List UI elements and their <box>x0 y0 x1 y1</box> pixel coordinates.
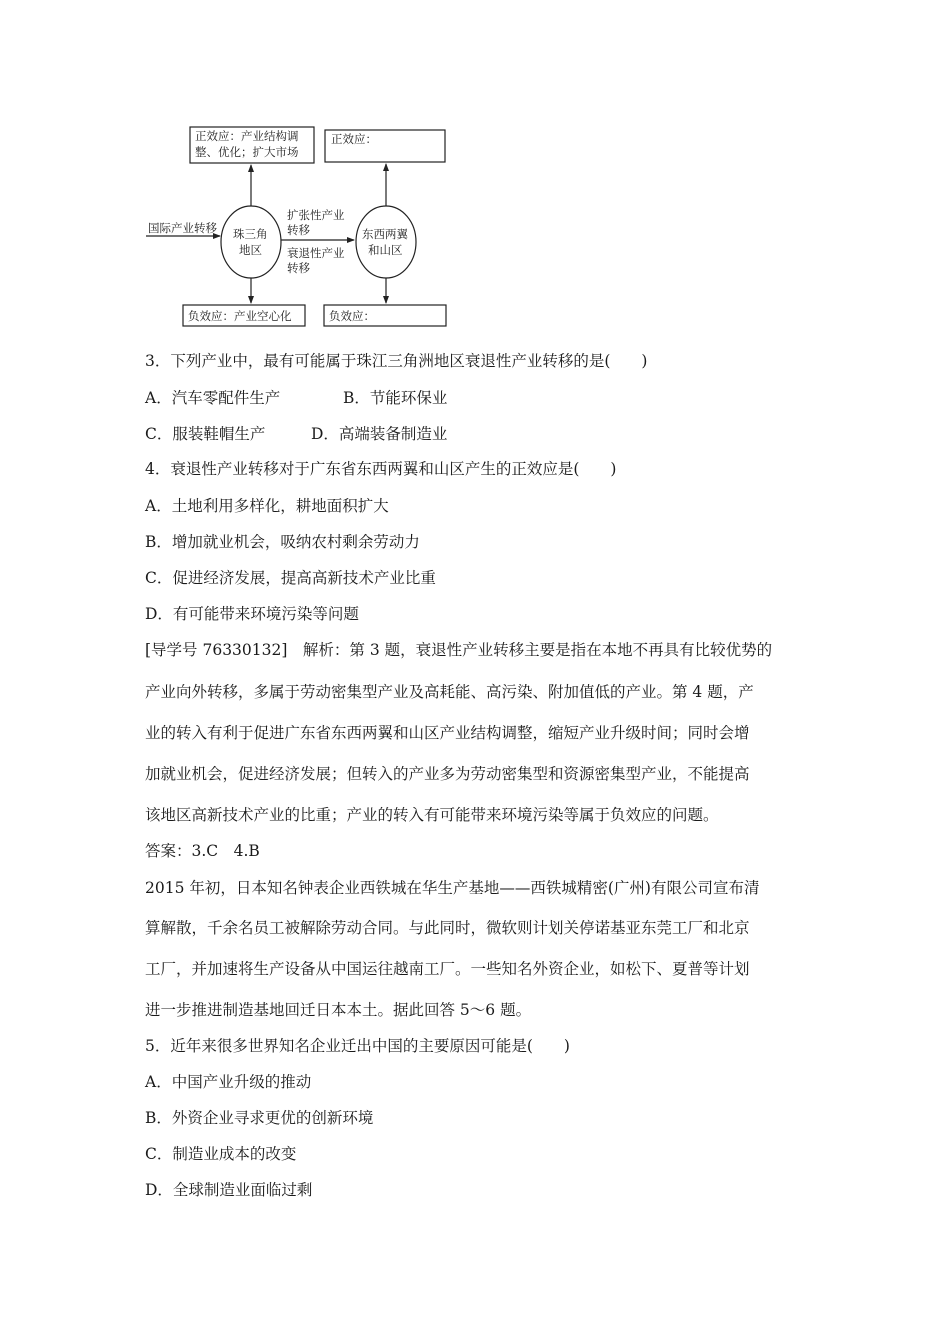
node-left-line2: 地区 <box>239 243 262 257</box>
expansion-transfer-line1: 扩张性产业 <box>287 208 345 222</box>
international-transfer-label: 国际产业转移 <box>148 221 217 235</box>
recession-transfer-line1: 衰退性产业 <box>287 246 345 260</box>
q5-option-c: C．制造业成本的改变 <box>145 1145 297 1163</box>
passage-line: 算解散，千余名员工被解除劳动合同。与此同时，微软则计划关停诺基亚东莞工厂和北京 <box>145 919 750 937</box>
q5-option-b: B．外资企业寻求更优的创新环境 <box>145 1109 374 1127</box>
q3-option-a: A．汽车零配件生产 <box>145 389 281 407</box>
node-pearl-river-delta <box>221 206 281 278</box>
q4-stem: 4．衰退性产业转移对于广东省东西两翼和山区产生的正效应是( ) <box>145 460 617 478</box>
passage-line: 工厂，并加速将生产设备从中国运往越南工厂。一些知名外资企业，如松下、夏普等计划 <box>145 960 750 978</box>
industry-transfer-diagram <box>140 124 460 334</box>
q4-option-b: B．增加就业机会，吸纳农村剩余劳动力 <box>145 533 420 551</box>
q3-option-c: C．服装鞋帽生产 <box>145 425 266 443</box>
analysis-line: 加就业机会，促进经济发展；但转入的产业多为劳动密集型和资源密集型产业，不能提高 <box>145 765 750 783</box>
passage-line: 进一步推进制造基地回迁日本本土。据此回答 5～6 题。 <box>145 1001 532 1019</box>
node-right-line2: 和山区 <box>368 243 403 257</box>
q3-option-d: D．高端装备制造业 <box>311 425 448 443</box>
box-top-left-line1: 正效应：产业结构调 <box>195 129 299 143</box>
node-right-line1: 东西两翼 <box>362 227 408 241</box>
box-top-right-label: 正效应： <box>331 132 377 146</box>
analysis-line: 产业向外转移，多属于劳动密集型产业及高耗能、高污染、附加值低的产业。第 4 题，产 <box>145 683 754 701</box>
q5-option-a: A．中国产业升级的推动 <box>145 1073 312 1091</box>
q4-option-c: C．促进经济发展，提高高新技术产业比重 <box>145 569 436 587</box>
expansion-transfer-line2: 转移 <box>287 223 310 237</box>
q4-option-d: D．有可能带来环境污染等问题 <box>145 605 359 623</box>
box-bottom-right-label: 负效应： <box>329 309 375 323</box>
q3-stem: 3．下列产业中，最有可能属于珠江三角洲地区衰退性产业转移的是( ) <box>145 352 648 370</box>
q3-option-b: B．节能环保业 <box>343 389 448 407</box>
node-left-line1: 珠三角 <box>233 227 268 241</box>
q5-option-d: D．全球制造业面临过剩 <box>145 1181 313 1199</box>
q5-stem: 5．近年来很多世界知名企业迁出中国的主要原因可能是( ) <box>145 1037 570 1055</box>
recession-transfer-line2: 转移 <box>287 261 310 275</box>
box-top-left-line2: 整、优化；扩大市场 <box>195 145 299 159</box>
answer-line: 答案：3.C 4.B <box>145 842 260 860</box>
node-east-west-wings <box>356 206 416 278</box>
box-bottom-left-label: 负效应：产业空心化 <box>188 309 292 323</box>
passage-line: 2015 年初，日本知名钟表企业西铁城在华生产基地——西铁城精密(广州)有限公司宣布清 <box>145 879 760 897</box>
analysis-line: 该地区高新技术产业的比重；产业的转入有可能带来环境污染等属于负效应的问题。 <box>145 806 719 824</box>
analysis-line: 业的转入有利于促进广东省东西两翼和山区产业结构调整，缩短产业升级时间；同时会增 <box>145 724 750 742</box>
analysis-line: [导学号 76330132] 解析：第 3 题，衰退性产业转移主要是指在本地不再具有比较优势的 <box>145 641 773 659</box>
q4-option-a: A．土地利用多样化，耕地面积扩大 <box>145 497 389 515</box>
